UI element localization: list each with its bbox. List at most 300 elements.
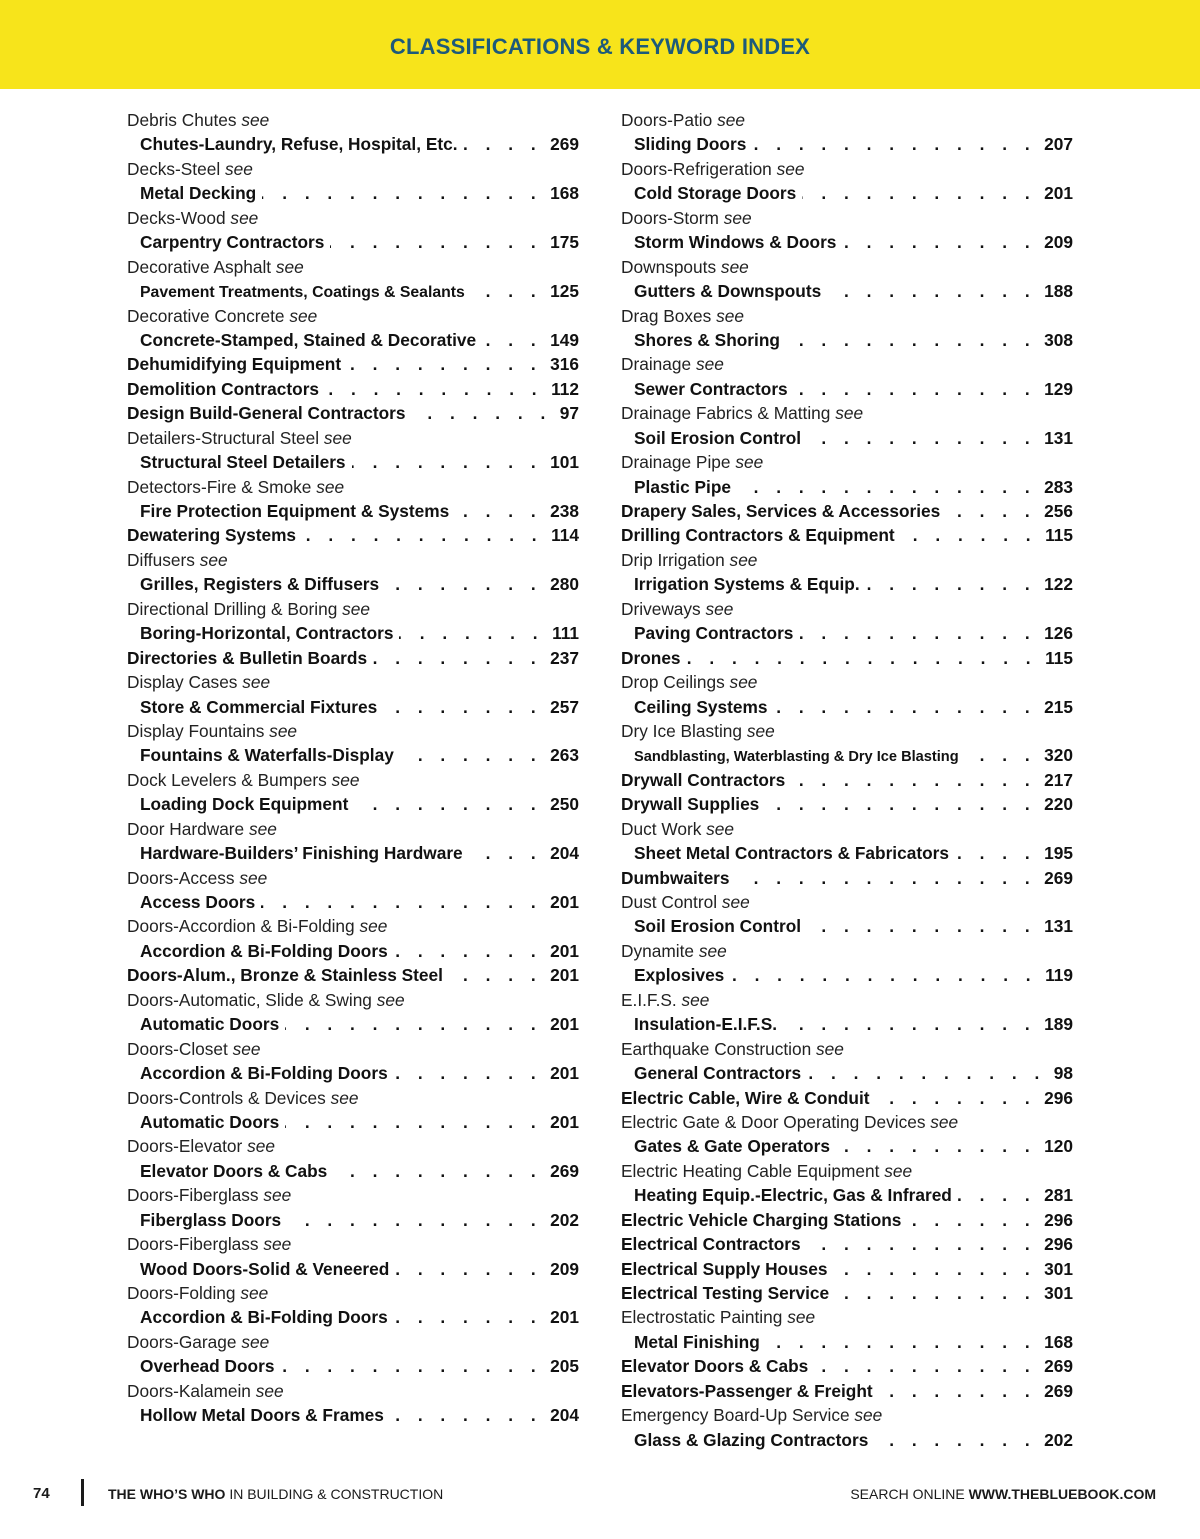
page-reference: 269 (1044, 1356, 1073, 1377)
index-term (621, 352, 1073, 376)
index-term (127, 304, 579, 328)
publication-name-bold: THE WHO’S WHO (108, 1486, 226, 1502)
index-term-label: E.I.F.S. (621, 989, 677, 1010)
index-term (127, 1330, 579, 1354)
classification-name: Accordion & Bi-Folding Doors (140, 1307, 388, 1328)
dot-leader (287, 1208, 542, 1232)
page-reference: 296 (1044, 1234, 1073, 1255)
page-reference: 257 (550, 696, 579, 717)
page-reference: 238 (550, 501, 579, 521)
dot-leader (799, 621, 1036, 645)
see-reference: see (241, 110, 270, 130)
page-reference: 201 (550, 1014, 579, 1035)
dot-leader (285, 1110, 542, 1134)
dot-leader (834, 1257, 1037, 1281)
classification-name: Grilles, Registers & Diffusers (140, 574, 380, 595)
dot-leader (866, 572, 1036, 596)
index-term-label: Doors-Folding (127, 1283, 236, 1303)
see-reference: see (746, 720, 775, 741)
page-reference: 175 (550, 232, 579, 253)
dot-leader (394, 1061, 542, 1085)
index-entry (127, 328, 579, 352)
classification-name: Dumbwaiters (621, 867, 730, 888)
see-reference: see (269, 720, 298, 741)
index-entry (621, 1257, 1073, 1281)
index-term (127, 914, 579, 938)
dot-leader (373, 646, 542, 670)
page-reference: 126 (1044, 623, 1073, 644)
index-term-label: Drainage (621, 354, 692, 375)
index-entry (621, 1183, 1073, 1207)
classification-name: Metal Decking (140, 183, 257, 204)
see-reference: see (331, 769, 360, 790)
index-term (621, 255, 1073, 279)
index-entry (127, 377, 579, 401)
dot-leader (394, 939, 542, 963)
index-term-label: Doors-Fiberglass (127, 1234, 259, 1255)
see-reference: see (681, 989, 710, 1010)
index-term (127, 255, 579, 279)
page-reference: 316 (550, 354, 579, 375)
index-term (621, 890, 1073, 914)
index-column-left (127, 108, 579, 1428)
page-reference: 97 (559, 403, 579, 424)
index-column-right (621, 108, 1073, 1452)
classification-name: Dewatering Systems (127, 525, 297, 546)
classification-name: Metal Finishing (634, 1331, 760, 1352)
classification-name: Chutes-Laundry, Refuse, Hospital, Etc. (140, 134, 458, 155)
page-reference: 188 (1044, 281, 1073, 302)
index-term-label: Dry Ice Blasting (621, 720, 743, 741)
classification-name: Accordion & Bi-Folding Doors (140, 940, 388, 961)
see-reference: see (199, 549, 228, 570)
index-entry (127, 1159, 579, 1183)
see-reference: see (729, 549, 758, 570)
index-entry (621, 1061, 1073, 1085)
index-entry (621, 572, 1073, 596)
see-reference: see (359, 916, 388, 937)
index-entry (127, 1257, 579, 1281)
page-reference: 101 (550, 452, 579, 473)
index-term (127, 1379, 579, 1403)
page-reference: 296 (1044, 1087, 1073, 1108)
index-entry (621, 1428, 1073, 1452)
index-term-label: Decks-Wood (127, 207, 226, 228)
index-entry (621, 328, 1073, 352)
classification-name: Dehumidifying Equipment (127, 354, 342, 375)
index-entry (127, 1354, 579, 1378)
index-entry (127, 279, 579, 303)
see-reference: see (835, 403, 864, 424)
index-term (127, 1086, 579, 1110)
index-term-label: Doors-Controls & Devices (127, 1087, 326, 1108)
dot-leader (471, 279, 542, 303)
page-reference: 119 (1045, 965, 1073, 986)
see-reference: see (816, 1038, 844, 1059)
dot-leader (285, 1012, 542, 1036)
classification-name: Hollow Metal Doors & Frames (140, 1405, 384, 1426)
classification-name: Concrete-Stamped, Stained & Decorative (140, 329, 477, 350)
see-reference: see (239, 867, 268, 888)
index-term (127, 768, 579, 792)
dot-leader (835, 1281, 1036, 1305)
page-reference: 209 (550, 1258, 579, 1279)
index-entry (127, 523, 579, 547)
dot-leader (302, 523, 543, 547)
page-reference: 207 (1044, 134, 1073, 155)
index-term-label: Debris Chutes (127, 110, 237, 130)
index-term-label: Downspouts (621, 256, 717, 277)
classification-name: Irrigation Systems & Equip. (634, 574, 860, 595)
index-term-label: Doors-Access (127, 867, 235, 888)
website-link[interactable]: WWW.THEBLUEBOOK.COM (968, 1486, 1156, 1502)
see-reference: see (247, 1136, 275, 1157)
classification-name: Automatic Doors (140, 1014, 280, 1035)
classification-name: Pavement Treatments, Coatings & Sealants (140, 284, 465, 302)
index-term (621, 157, 1073, 181)
index-term (127, 1281, 579, 1305)
index-entry (621, 963, 1073, 987)
index-entry (127, 841, 579, 865)
page-reference: 283 (1044, 476, 1073, 497)
page-number: 74 (33, 1485, 50, 1502)
index-term-label: Doors-Closet (127, 1038, 228, 1059)
dot-leader (354, 792, 542, 816)
page-reference: 281 (1044, 1185, 1073, 1206)
index-term (127, 475, 579, 499)
index-term (127, 719, 579, 743)
page-reference: 204 (550, 1405, 579, 1426)
classification-name: Access Doors (140, 892, 256, 912)
page-reference: 209 (1044, 232, 1073, 253)
publication-name (108, 1486, 443, 1502)
index-term (127, 108, 579, 132)
index-term (127, 597, 579, 621)
dot-leader (737, 475, 1036, 499)
index-entry (621, 743, 1073, 767)
page-reference: 168 (550, 183, 579, 204)
index-term-label: Doors-Refrigeration (621, 158, 772, 179)
header-banner (0, 0, 1200, 89)
classification-name: Insulation-E.I.F.S. (634, 1014, 778, 1035)
dot-leader (879, 1379, 1037, 1403)
dot-leader (449, 963, 542, 987)
dot-leader (802, 181, 1036, 205)
see-reference: see (695, 354, 724, 375)
index-term (621, 206, 1073, 230)
dot-leader (958, 1183, 1036, 1207)
index-term-label: Doors-Automatic, Slide & Swing (127, 989, 372, 1010)
see-reference: see (376, 989, 405, 1010)
index-term (127, 1183, 579, 1207)
see-reference: see (323, 427, 352, 448)
page-reference: 269 (550, 134, 579, 155)
dot-leader (383, 695, 542, 719)
index-term-label: Diffusers (127, 549, 195, 570)
dot-leader (464, 132, 543, 156)
dot-leader (730, 963, 1037, 987)
classification-name: Paving Contractors (634, 623, 794, 644)
dot-leader (791, 768, 1036, 792)
classification-name: Soil Erosion Control (634, 427, 802, 448)
index-term (127, 670, 579, 694)
classification-name: Elevators-Passenger & Freight (621, 1380, 873, 1401)
see-reference: see (720, 256, 749, 277)
classification-name: Electrical Testing Service (621, 1283, 830, 1303)
index-entry (621, 1208, 1073, 1232)
dot-leader (965, 743, 1037, 767)
dot-leader (394, 1305, 542, 1329)
classification-name: Electric Cable, Wire & Conduit (621, 1087, 870, 1108)
see-reference: see (930, 1111, 959, 1132)
page-reference: 201 (550, 1111, 579, 1132)
dot-leader (807, 1232, 1037, 1256)
index-entry (127, 1012, 579, 1036)
page-reference: 168 (1044, 1331, 1073, 1352)
index-entry (621, 866, 1073, 890)
see-reference: see (705, 598, 734, 619)
classification-name: Fire Protection Equipment & Systems (140, 501, 450, 521)
classification-name: Plastic Pipe (634, 476, 732, 497)
page-reference: 201 (550, 1307, 579, 1328)
dot-leader (385, 572, 542, 596)
index-term (127, 426, 579, 450)
index-term-label: Doors-Garage (127, 1331, 237, 1352)
classification-name: Sandblasting, Waterblasting & Dry Ice Blasting (634, 749, 959, 766)
classification-name: Hardware-Builders’ Finishing Hardware (140, 843, 463, 864)
index-term (621, 304, 1073, 328)
page-reference: 269 (1044, 1380, 1073, 1401)
search-prefix: SEARCH ONLINE (850, 1486, 969, 1502)
page-footer (0, 1478, 1200, 1508)
index-term (621, 1159, 1073, 1183)
index-entry (621, 1330, 1073, 1354)
classification-name: Doors-Alum., Bronze & Stainless Steel (127, 965, 443, 986)
index-term (621, 817, 1073, 841)
index-term-label: Electric Gate & Door Operating Devices (621, 1111, 926, 1132)
classification-name: Cold Storage Doors (634, 183, 797, 204)
dot-leader (955, 841, 1036, 865)
index-entry (127, 499, 579, 523)
index-term-label: Doors-Accordion & Bi-Folding (127, 916, 355, 937)
index-term-label: Dock Levelers & Bumpers (127, 769, 327, 790)
page-reference: 189 (1044, 1014, 1073, 1035)
classification-name: Explosives (634, 965, 725, 986)
index-term (621, 108, 1073, 132)
index-term (127, 1232, 579, 1256)
index-term-label: Doors-Elevator (127, 1136, 243, 1157)
index-term-label: Decorative Asphalt (127, 256, 272, 277)
dot-leader (455, 499, 542, 523)
page-reference: 111 (552, 623, 579, 644)
index-entry (127, 1305, 579, 1329)
classification-name: Electrical Contractors (621, 1234, 801, 1255)
dot-leader (827, 279, 1036, 303)
page-reference: 301 (1044, 1283, 1073, 1303)
see-reference: see (316, 476, 345, 497)
index-term (621, 719, 1073, 743)
index-entry (621, 1354, 1073, 1378)
classification-name: Drywall Supplies (621, 794, 760, 815)
index-entry (621, 181, 1073, 205)
index-term-label: Emergency Board-Up Service (621, 1405, 850, 1426)
classification-name: Heating Equip.-Electric, Gas & Infrared (634, 1185, 952, 1206)
index-entry (127, 939, 579, 963)
index-term-label: Drainage Pipe (621, 452, 731, 473)
index-term (127, 206, 579, 230)
see-reference: see (729, 672, 758, 693)
index-entry (127, 132, 579, 156)
index-term-label: Directional Drilling & Boring (127, 598, 338, 619)
see-reference: see (717, 110, 745, 130)
page-reference: 301 (1044, 1258, 1073, 1279)
page-reference: 201 (550, 940, 579, 961)
index-term-label: Duct Work (621, 818, 702, 839)
index-term (621, 670, 1073, 694)
index-entry (127, 890, 579, 914)
see-reference: see (242, 672, 271, 693)
dot-leader (946, 499, 1036, 523)
page-title: CLASSIFICATIONS & KEYWORD INDEX (389, 34, 811, 59)
classification-name: Boring-Horizontal, Contractors (140, 623, 394, 644)
page-reference: 131 (1044, 427, 1073, 448)
index-term (621, 1110, 1073, 1134)
classification-name: Drapery Sales, Services & Accessories (621, 501, 941, 521)
index-entry (621, 377, 1073, 401)
index-term-label: Doors-Storm (621, 207, 719, 228)
page-reference: 269 (1044, 867, 1073, 888)
dot-leader (352, 450, 543, 474)
classification-name: Structural Steel Detailers (140, 452, 346, 473)
index-term (127, 1134, 579, 1158)
dot-leader (736, 866, 1037, 890)
classification-name: Gutters & Downspouts (634, 281, 822, 302)
index-term-label: Decks-Steel (127, 158, 221, 179)
index-entry (127, 621, 579, 645)
index-term-label: Display Fountains (127, 720, 265, 741)
dot-leader (325, 377, 543, 401)
classification-name: Electric Vehicle Charging Stations (621, 1209, 902, 1230)
dot-leader (766, 1330, 1036, 1354)
classification-name: Sewer Contractors (634, 378, 788, 399)
index-entry (621, 1012, 1073, 1036)
classification-name: Loading Dock Equipment (140, 794, 349, 815)
see-reference: see (721, 892, 750, 912)
see-reference: see (735, 452, 764, 473)
index-term (621, 548, 1073, 572)
classification-name: Sliding Doors (634, 134, 747, 155)
classification-name: Drywall Contractors (621, 769, 786, 790)
see-reference: see (706, 818, 735, 839)
classification-name: Wood Doors-Solid & Veneered (140, 1258, 390, 1279)
index-entry (127, 963, 579, 987)
index-entry (127, 646, 579, 670)
page-reference: 201 (550, 1063, 579, 1084)
dot-leader (261, 890, 542, 914)
dot-leader (347, 352, 542, 376)
page-reference: 120 (1044, 1136, 1073, 1157)
dot-leader (774, 695, 1037, 719)
page-reference: 195 (1044, 843, 1073, 864)
classification-name: Storm Windows & Doors (634, 232, 837, 253)
index-entry (621, 1281, 1073, 1305)
page-reference: 115 (1045, 647, 1073, 668)
index-entry (127, 1110, 579, 1134)
see-reference: see (241, 1331, 270, 1352)
classification-name: Fountains & Waterfalls-Display (140, 745, 394, 766)
page-reference: 220 (1044, 794, 1073, 815)
classification-name: Shores & Shoring (634, 329, 780, 350)
see-reference: see (263, 1185, 292, 1206)
dot-leader (814, 1354, 1036, 1378)
index-entry (621, 695, 1073, 719)
dot-leader (807, 914, 1036, 938)
classification-name: Carpentry Contractors (140, 232, 325, 253)
classification-name: Soil Erosion Control (634, 916, 802, 937)
index-entry (127, 181, 579, 205)
classification-name: Drilling Contractors & Equipment (621, 525, 895, 546)
see-reference: see (240, 1283, 269, 1303)
see-reference: see (330, 1087, 359, 1108)
classification-name: Elevator Doors & Cabs (140, 1160, 328, 1181)
dot-leader (333, 1159, 542, 1183)
index-entry (127, 1208, 579, 1232)
classification-name: Fiberglass Doors (140, 1209, 282, 1230)
page-reference: 125 (550, 281, 579, 302)
index-entry (127, 401, 579, 425)
index-term-label: Detectors-Fire & Smoke (127, 476, 312, 497)
dot-leader (411, 401, 551, 425)
index-entry (621, 646, 1073, 670)
index-term-label: Decorative Concrete (127, 305, 285, 326)
index-term-label: Electric Heating Cable Equipment (621, 1160, 880, 1181)
see-reference: see (275, 256, 304, 277)
index-entry (621, 792, 1073, 816)
classification-name: Ceiling Systems (634, 696, 768, 717)
page-reference: 269 (550, 1160, 579, 1181)
see-reference: see (224, 158, 253, 179)
index-term-label: Earthquake Construction (621, 1038, 812, 1059)
index-term-label: Drainage Fabrics & Matting (621, 403, 831, 424)
index-entry (621, 1232, 1073, 1256)
index-entry (621, 768, 1073, 792)
dot-leader (807, 1061, 1046, 1085)
index-entry (621, 230, 1073, 254)
dot-leader (842, 230, 1036, 254)
see-reference: see (232, 1038, 261, 1059)
dot-leader (807, 426, 1036, 450)
index-term (621, 988, 1073, 1012)
page-reference: 250 (550, 794, 579, 815)
dot-leader (786, 328, 1036, 352)
index-term-label: Display Cases (127, 672, 238, 693)
see-reference: see (854, 1405, 883, 1426)
index-entry (621, 1379, 1073, 1403)
index-entry (621, 523, 1073, 547)
index-entry (621, 279, 1073, 303)
index-term-label: Doors-Kalamein (127, 1380, 251, 1401)
see-reference: see (884, 1160, 913, 1181)
page-reference: 115 (1045, 525, 1073, 546)
index-entry (621, 475, 1073, 499)
page-reference: 308 (1044, 329, 1073, 350)
page-reference: 280 (550, 574, 579, 595)
classification-name: Electrical Supply Houses (621, 1258, 828, 1279)
index-entry (621, 426, 1073, 450)
index-entry (127, 572, 579, 596)
index-entry (621, 914, 1073, 938)
index-term (621, 1403, 1073, 1427)
